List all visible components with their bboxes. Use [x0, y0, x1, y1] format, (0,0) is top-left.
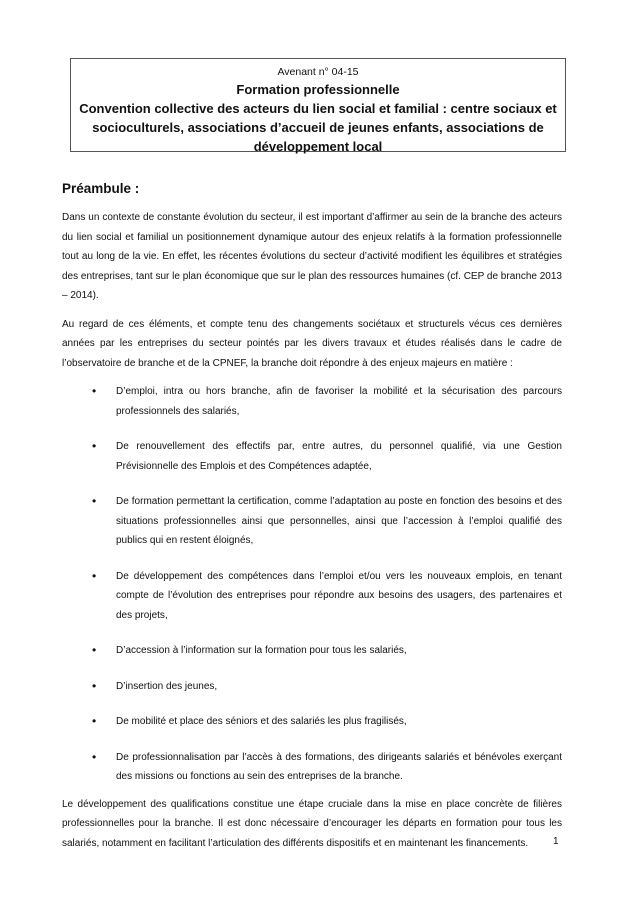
- list-item: • D’insertion des jeunes,: [62, 677, 562, 697]
- bullet-icon: •: [92, 678, 97, 693]
- list-item: • De formation permettant la certification, comme l’adaptation au poste en fonction des besoins et des situations professionnelles ainsi que personnelles, ainsi que l’accession à l’emploi qualifié des publics qui en restent éloignés,: [92, 494, 562, 546]
- bullet-icon: •: [92, 643, 97, 657]
- bullet-icon: •: [92, 568, 97, 583]
- list-item: • D’accession à l’information sur la formation pour tous les salariés,: [62, 641, 562, 661]
- list-item: • De renouvellement des effectifs par, entre autres, du personnel qualifié, via une Gestion Prévisionnelle des Emplois et des Compétences adaptée,: [92, 439, 562, 472]
- document-title: Formation professionnelle: [236, 82, 400, 97]
- bullet-icon: •: [92, 494, 97, 508]
- page-number: 1: [553, 836, 559, 847]
- body-content: [62, 208, 562, 862]
- list-item: • D’emploi, intra ou hors branche, afin de favoriser la mobilité et la sécurisation des parcours professionnels des salariés,: [92, 384, 562, 417]
- bullet-icon: •: [92, 384, 97, 398]
- title-box: [70, 58, 566, 152]
- bullet-icon: •: [92, 714, 97, 728]
- section-heading: Préambule :: [62, 181, 140, 196]
- bullet-icon: •: [92, 439, 97, 453]
- paragraph-context: Dans un contexte de constante évolution du secteur, il est important d’affirmer au sein de la branche des acteurs du lien social et familial un positionnement dynamique autour des enjeux relatifs à la formation professionnelle tout au long de la vie. En effet, les récentes évolutions du secteur d’activité modifient les équilibres et stratégies des entreprises, tant sur le plan économique que sur le plan des ressources humaines (cf. CEP de branche 2013 – 2014).: [62, 212, 562, 301]
- list-item: • De mobilité et place des séniors et des salariés les plus fragilisés,: [62, 712, 562, 732]
- stakes-list: [62, 382, 562, 787]
- paragraph-intro-list: Au regard de ces éléments, et compte tenu des changements sociétaux et structurels vécus ces dernières années par les entreprises du secteur pointés par les divers travaux et études réalisés dans le cadre de l’observatoire de branche et de la CPNEF, la branche doit répondre à des enjeux majeurs en matière :: [62, 318, 562, 369]
- amendment-number: Avenant n° 04-15: [277, 66, 359, 78]
- convention-title: Convention collective des acteurs du lien social et familial : centre sociaux et socioculturels, associations d’accueil de jeunes enfants, associations de développement local: [79, 101, 557, 154]
- paragraph-conclusion: Le développement des qualifications constitue une étape cruciale dans la mise en place concrète de filières professionnelles pour la branche. Il est donc nécessaire d’encourager les départs en formation pour tous les salariés, notamment en facilitant l’articulation des différents dispositifs et en maintenant les financements.: [62, 798, 562, 849]
- list-item: • De professionnalisation par l’accès à des formations, des dirigeants salariés et bénévoles exerçant des missions ou fonctions au sein des entreprises de la branche.: [92, 749, 562, 782]
- bullet-icon: •: [92, 749, 97, 764]
- list-item: • De développement des compétences dans l’emploi et/ou vers les nouveaux emplois, en tenant compte de l’évolution des entreprises pour répondre aux besoins des usagers, des partenaires et des projets,: [92, 568, 562, 621]
